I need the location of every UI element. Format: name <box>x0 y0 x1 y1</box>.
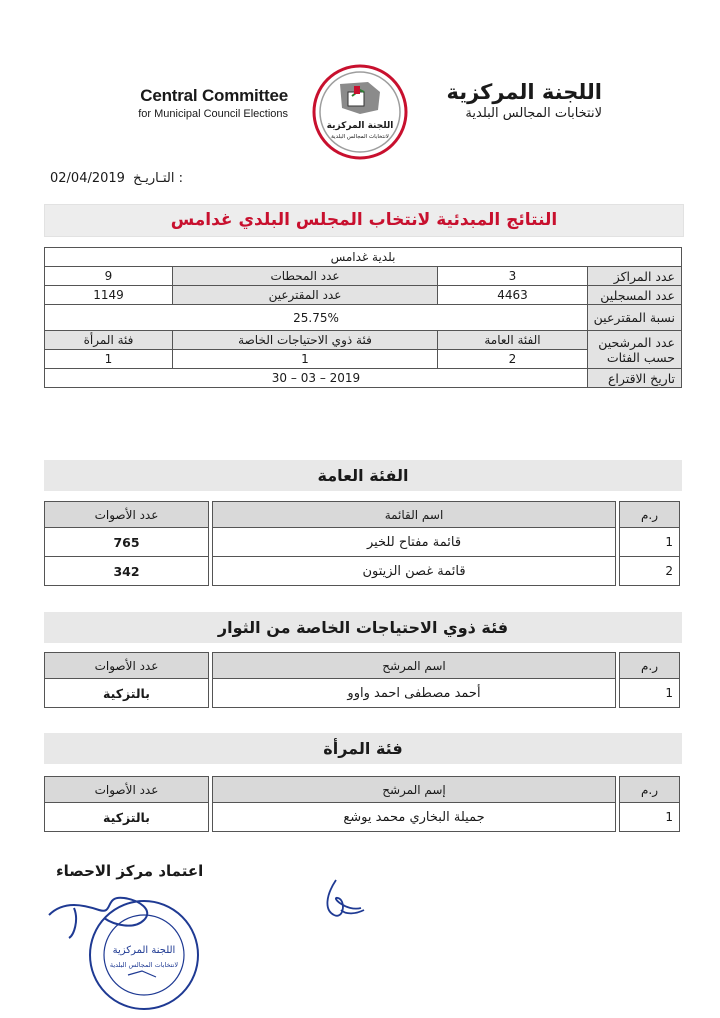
col-name-header: اسم المرشح <box>213 653 616 679</box>
list-name: قائمة غصن الزيتون <box>213 557 616 586</box>
municipality-name: بلدية غدامس <box>45 248 682 267</box>
date-label: التـاريـخ : <box>133 171 183 186</box>
col-name-header: إسم المرشح <box>213 777 616 803</box>
stamp-text-line2: لانتخابات المجالس البلدية <box>109 961 179 969</box>
date-value: 02/04/2019 <box>50 171 125 186</box>
vote-count: 342 <box>45 557 209 586</box>
col-num-header: ر.م <box>620 777 680 803</box>
table-row <box>45 557 680 586</box>
letterhead <box>0 62 720 162</box>
registered-label: عدد المسجلين <box>588 286 682 305</box>
section-title-general: الفئة العامة <box>44 460 682 491</box>
turnout-value: 25.75% <box>45 305 588 331</box>
table-row <box>45 528 680 557</box>
candidates-label: عدد المرشحين حسب الفئات <box>588 331 682 369</box>
arabic-org-name: اللجنة المركزية لانتخابات المجالس البلدية <box>446 80 602 121</box>
row-num: 2 <box>620 557 680 586</box>
vote-count: بالتزكية <box>45 803 209 832</box>
cat-special-label: فئة ذوي الاحتياجات الخاصة <box>173 331 438 350</box>
vote-count: بالتزكية <box>45 679 209 708</box>
table-row <box>45 803 680 832</box>
general-results-table <box>44 501 680 586</box>
table-row <box>45 679 680 708</box>
stations-value: 9 <box>45 267 173 286</box>
logo-text-line1: اللجنة المركزية <box>326 121 394 131</box>
centers-value: 3 <box>438 267 588 286</box>
vote-date-value: 2019 – 03 – 30 <box>45 369 588 388</box>
table-header-row <box>45 653 680 679</box>
col-num-header: ر.م <box>620 653 680 679</box>
cat-women-label: فئة المرأة <box>45 331 173 350</box>
vote-count: 765 <box>45 528 209 557</box>
cat-general-label: الفئة العامة <box>438 331 588 350</box>
women-results-table <box>44 776 680 832</box>
col-num-header: ر.م <box>620 502 680 528</box>
official-stamp-icon <box>84 895 204 1015</box>
col-votes-header: عدد الأصوات <box>45 777 209 803</box>
document-date <box>50 171 183 186</box>
col-votes-header: عدد الأصوات <box>45 502 209 528</box>
voters-value: 1149 <box>45 286 173 305</box>
registered-value: 4463 <box>438 286 588 305</box>
table-header-row <box>45 502 680 528</box>
candidate-name: جميلة البخاري محمد يوشع <box>213 803 616 832</box>
special-results-table <box>44 652 680 708</box>
committee-logo-icon <box>310 62 410 162</box>
row-num: 1 <box>620 679 680 708</box>
statistics-approval-label: اعتماد مركز الاحصاء <box>56 862 204 880</box>
count-general: 2 <box>438 350 588 369</box>
col-name-header: اسم القائمة <box>213 502 616 528</box>
turnout-label: نسبة المقترعين <box>588 305 682 331</box>
signature-right-icon <box>316 870 376 930</box>
logo-text-line2: لانتخابات المجالس البلدية <box>331 134 389 140</box>
page-title: النتائج المبدئية لانتخاب المجلس البلدي غدامس <box>44 204 684 237</box>
section-title-special: فئة ذوي الاحتياجات الخاصة من الثوار <box>44 612 682 643</box>
count-women: 1 <box>45 350 173 369</box>
row-num: 1 <box>620 528 680 557</box>
col-votes-header: عدد الأصوات <box>45 653 209 679</box>
stamp-text-line1: اللجنة المركزية <box>112 945 176 956</box>
voters-label: عدد المقترعين <box>173 286 438 305</box>
section-title-women: فئة المرأة <box>44 733 682 764</box>
vote-date-label: تاريخ الاقتراع <box>588 369 682 388</box>
row-num: 1 <box>620 803 680 832</box>
summary-table <box>44 247 682 388</box>
centers-label: عدد المراكز <box>588 267 682 286</box>
count-special: 1 <box>173 350 438 369</box>
list-name: قائمة مفتاح للخير <box>213 528 616 557</box>
table-header-row <box>45 777 680 803</box>
stations-label: عدد المحطات <box>173 267 438 286</box>
candidate-name: أحمد مصطفى احمد واوو <box>213 679 616 708</box>
english-org-name: Central Committee for Municipal Council Elections <box>138 86 288 120</box>
